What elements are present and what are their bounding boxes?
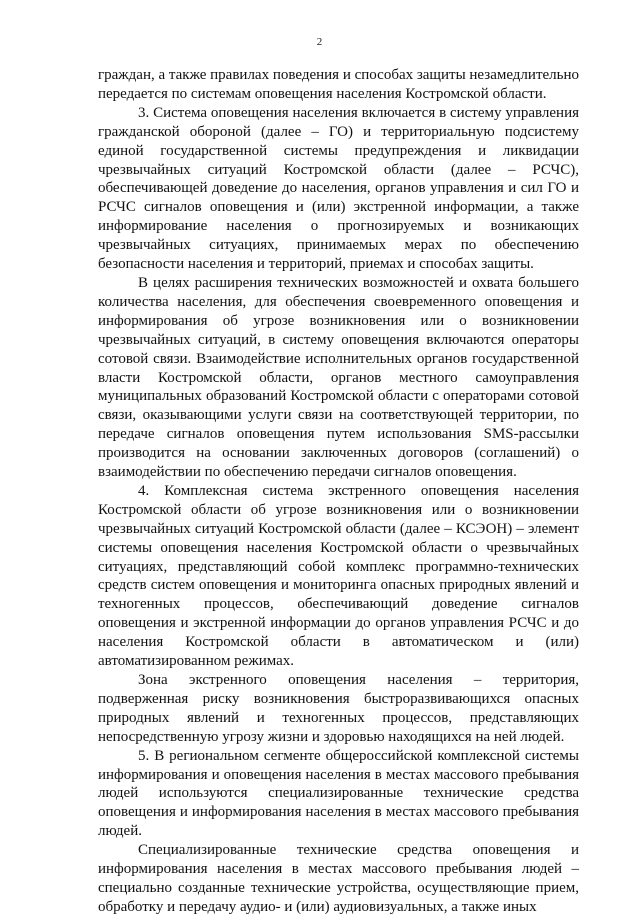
paragraph-item-4: 4. Комплексная система экстренного оповещения населения Костромской области об угрозе возникновения или о возникновении чрезвычайных ситуаций Костромской области (далее – КСЭОН) – элемент системы оповещения населения Костромской области о чрезвычайных ситуациях, представляющий собой комплекс программно-технических средств систем оповещения и мониторинга опасных природных явлений и техногенных процессов, обеспечивающий доведение сигналов оповещения и экстренной информации до органов управления РСЧС и до населения Костромской области в автоматическом и (или) автоматизированном режимах. <box>98 482 579 670</box>
document-body <box>98 66 579 917</box>
paragraph-item-3: 3. Система оповещения населения включается в систему управления гражданской обороной (далее – ГО) и территориальную подсистему единой государственной системы предупреждения и ликвидации чрезвычайных ситуаций Костромской области (далее – РСЧС), обеспечивающей доведение до населения, органов управления и сил ГО и РСЧС сигналов оповещения и (или) экстренной информации, а также информирование населения о прогнозируемых и возникающих чрезвычайных ситуациях, принимаемых мерах по обеспечению безопасности населения и территорий, приемах и способах защиты. <box>98 104 579 273</box>
paragraph-special-means: Специализированные технические средства оповещения и информирования населения в местах массового пребывания людей – специально созданные технические устройства, осуществляющие прием, обработку и передачу аудио- и (или) аудиовизуальных, а также иных <box>98 842 579 915</box>
paragraph-cellular-operators: В целях расширения технических возможностей и охвата большего количества населения, для обеспечения своевременного оповещения и информирования об угрозе возникновения или о возникновении чрезвычайных ситуаций, в систему оповещения включаются операторы сотовой связи. Взаимодействие исполнительных органов государственной власти Костромской области, органов местного самоуправления муниципальных образований Костромской области с операторами сотовой связи, оказывающими услуги связи на соответствующей территории, по передаче сигналов оповещения путем использования SMS-рассылки производится на основании заключенных договоров (соглашений) о взаимодействии по обеспечению передачи сигналов оповещения. <box>98 274 579 481</box>
page-number: 2 <box>316 36 323 48</box>
paragraph-continuation: граждан, а также правилах поведения и способах защиты незамедлительно передается по системам оповещения населения Костромской области. <box>98 67 580 102</box>
paragraph-item-5: 5. В региональном сегменте общероссийской комплексной системы информирования и оповещения населения в местах массового пребывания людей используются специализированные технические средства оповещения и информирования населения в местах массового пребывания людей. <box>98 747 579 840</box>
paragraph-alert-zone: Зона экстренного оповещения населения – территория, подверженная риску возникновения быстроразвивающихся опасных природных явлений и техногенных процессов, представляющих непосредственную угрозу жизни и здоровью находящихся на ней людей. <box>98 672 579 745</box>
